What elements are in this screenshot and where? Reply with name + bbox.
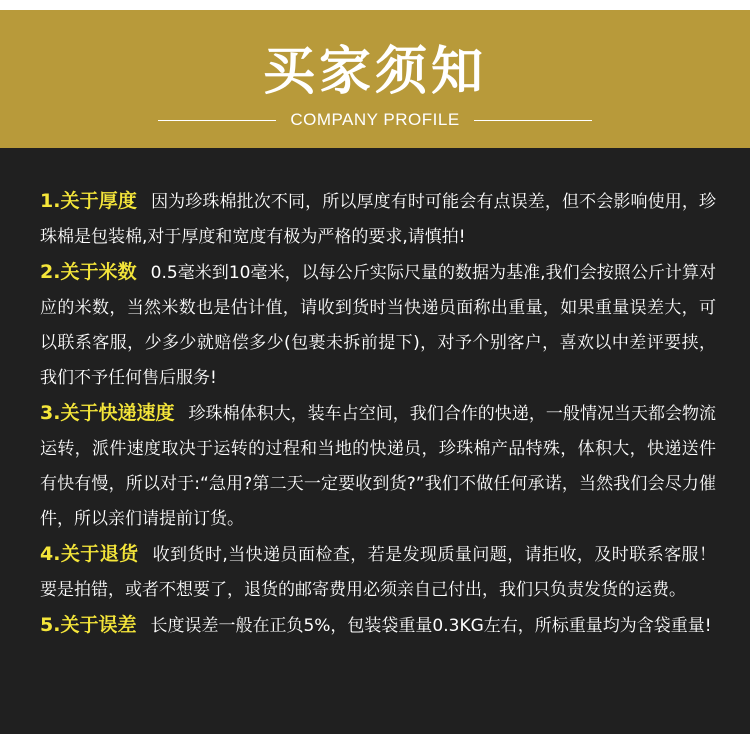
notice-section-length	[40, 255, 716, 396]
section-title: 5.关于误差	[40, 614, 137, 636]
section-body: 收到货时,当快递员面检查，若是发现质量问题，请拒收，及时联系客服！要是拍错，或者不想要了，退货的邮寄费用必须亲自己付出，我们只负责发货的运费。	[40, 545, 716, 600]
page-title: 买家须知	[262, 42, 487, 102]
notice-section-thickness	[40, 184, 716, 255]
section-title: 3.关于快递速度	[40, 402, 175, 424]
page-subtitle: COMPANY PROFILE	[290, 110, 460, 129]
section-title: 2.关于米数	[40, 261, 137, 283]
header-banner	[0, 10, 750, 148]
notice-section-returns	[40, 537, 716, 608]
left-divider	[158, 120, 276, 121]
section-body: 0.5毫米到10毫米，以每公斤实际尺量的数据为基准,我们会按照公斤计算对应的米数，当然米数也是估计值，请收到货时当快递员面称出重量，如果重量误差大，可以联系客服，少多少就赔偿多少(包裹未拆前提下)，对予个别客户，喜欢以中差评要挟，我们不予任何售后服务!	[40, 263, 716, 388]
section-title: 1.关于厚度	[40, 190, 138, 212]
section-body: 长度误差一般在正负5%，包装袋重量0.3KG左右，所标重量均为含袋重量!	[150, 616, 712, 636]
header-subtitle-row	[0, 108, 750, 132]
notice-content	[0, 148, 750, 734]
right-divider	[474, 120, 592, 121]
section-body: 因为珍珠棉批次不同，所以厚度有时可能会有点误差，但不会影响使用，珍珠棉是包装棉,对于厚度和宽度有极为严格的要求,请慎拍!	[40, 192, 716, 247]
section-title: 4.关于退货	[40, 543, 139, 565]
section-body: 珍珠棉体积大，装车占空间，我们合作的快递，一般情况当天都会物流运转，派件速度取决于运转的过程和当地的快递员，珍珠棉产品特殊，体积大，快递送件有快有慢，所以对于:“急用?第二天一定要收到货?”我们不做任何承诺，当然我们会尽力催件，所以亲们请提前订货。	[40, 404, 716, 529]
notice-section-tolerance	[40, 608, 716, 644]
notice-section-shipping-speed	[40, 396, 716, 537]
